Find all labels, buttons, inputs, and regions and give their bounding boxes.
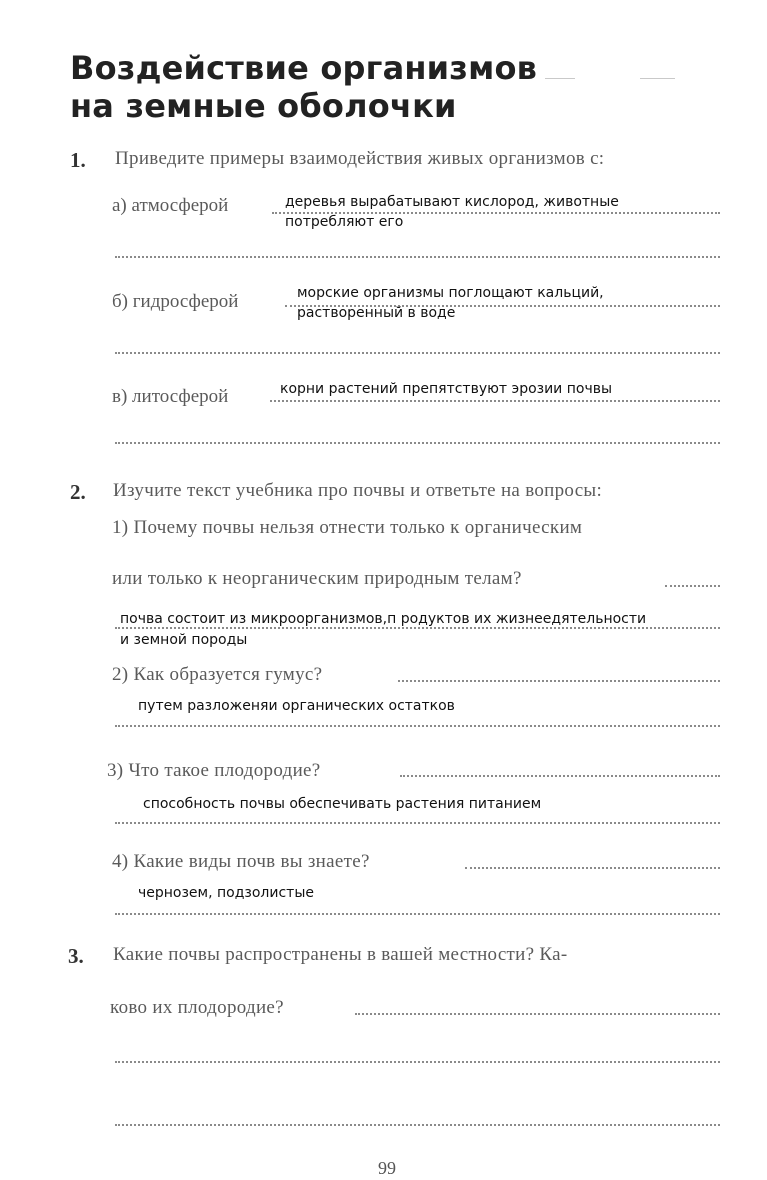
task-3-question-line-2: ково их плодородие? bbox=[110, 997, 284, 1018]
task-2-sub2-question: 2) Как образуется гумус? bbox=[112, 664, 323, 685]
task-2-sub1-answer-line-2[interactable]: и земной породы bbox=[120, 632, 248, 648]
answer-line bbox=[115, 352, 720, 354]
task-3-number: 3. bbox=[68, 944, 84, 968]
answer-line bbox=[355, 1013, 720, 1015]
task-1b-answer-line-1[interactable]: морские организмы поглощают кальций, bbox=[297, 285, 604, 301]
answer-line bbox=[115, 1061, 720, 1063]
answer-line bbox=[115, 1124, 720, 1126]
page-title-line-1: Воздействие организмов bbox=[70, 49, 538, 87]
answer-line bbox=[115, 822, 720, 824]
task-1c-answer[interactable]: корни растений препятствуют эрозии почвы bbox=[280, 381, 613, 397]
decorative-rule bbox=[640, 78, 675, 79]
task-2-sub4-question: 4) Какие виды почв вы знаете? bbox=[112, 851, 370, 872]
answer-line bbox=[398, 680, 720, 682]
task-2-sub3-answer[interactable]: способность почвы обеспечивать растения питанием bbox=[143, 796, 542, 812]
task-1-question: Приведите примеры взаимодействия живых организмов с: bbox=[115, 148, 605, 169]
task-1b-answer-line-2[interactable]: растворенный в воде bbox=[297, 305, 456, 321]
answer-line bbox=[465, 867, 720, 869]
answer-line bbox=[115, 627, 720, 629]
task-1a-answer-line-1[interactable]: деревья вырабатывают кислород, животные bbox=[285, 194, 619, 210]
task-2-question: Изучите текст учебника про почвы и ответьте на вопросы: bbox=[113, 480, 603, 501]
answer-line bbox=[115, 442, 720, 444]
task-3-question-line-1: Какие почвы распространены в вашей местности? Ка- bbox=[113, 944, 568, 965]
page-number: 99 bbox=[378, 1158, 396, 1178]
task-1a-answer-line-2[interactable]: потребляют его bbox=[285, 214, 404, 230]
task-1b-label: б) гидросферой bbox=[112, 291, 239, 312]
task-1a-label: а) атмосферой bbox=[112, 195, 229, 216]
task-1-number: 1. bbox=[70, 148, 86, 172]
answer-line bbox=[115, 725, 720, 727]
answer-line bbox=[115, 913, 720, 915]
answer-line bbox=[400, 775, 720, 777]
task-2-number: 2. bbox=[70, 480, 86, 504]
task-2-sub2-answer[interactable]: путем разложеняи органических остатков bbox=[138, 698, 455, 714]
answer-line bbox=[270, 400, 720, 402]
decorative-rule bbox=[545, 78, 575, 79]
task-2-sub4-answer[interactable]: чернозем, подзолистые bbox=[138, 885, 314, 901]
task-1c-label: в) литосферой bbox=[112, 386, 229, 407]
answer-line bbox=[115, 256, 720, 258]
task-2-sub1-answer-line-1[interactable]: почва состоит из микроорганизмов,п родуктов их жизнеедятельности bbox=[120, 611, 647, 627]
task-2-sub1-question-line-1: 1) Почему почвы нельзя отнести только к органическим bbox=[112, 517, 583, 538]
page-title-line-2: на земные оболочки bbox=[70, 87, 457, 125]
answer-line bbox=[665, 585, 720, 587]
task-2-sub3-question: 3) Что такое плодородие? bbox=[107, 760, 321, 781]
task-2-sub1-question-line-2: или только к неорганическим природным телам? bbox=[112, 568, 522, 589]
